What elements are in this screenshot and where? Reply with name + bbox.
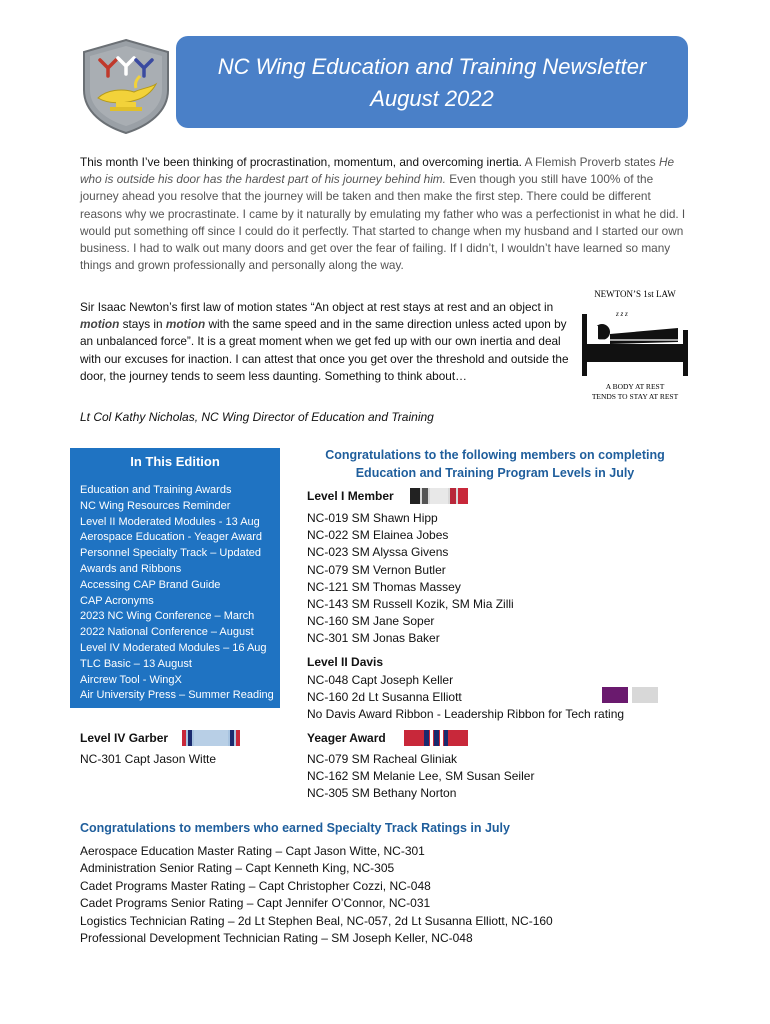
level-1-ribbon bbox=[410, 488, 468, 504]
edition-item[interactable]: Level IV Moderated Modules – 16 Aug bbox=[80, 641, 267, 654]
edition-item[interactable]: Aircrew Tool - WingX bbox=[80, 673, 182, 686]
list-item: NC-023 SM Alyssa Givens bbox=[307, 545, 449, 560]
newsletter-title-banner bbox=[176, 36, 688, 128]
level-4-heading: Level IV Garber bbox=[80, 731, 169, 745]
edition-item[interactable]: NC Wing Resources Reminder bbox=[80, 499, 231, 512]
in-this-edition-sidebar bbox=[70, 448, 280, 708]
list-item: NC-121 SM Thomas Massey bbox=[307, 579, 461, 594]
program-levels-heading: Congratulations to the following members on completing Education and Training Program Levels in July bbox=[325, 448, 665, 480]
level-1-member-list bbox=[307, 510, 514, 648]
list-item: NC-301 SM Jonas Baker bbox=[307, 631, 440, 646]
edition-item[interactable]: Awards and Ribbons bbox=[80, 562, 182, 575]
level-1-heading: Level I Member bbox=[307, 489, 394, 503]
specialty-track-list bbox=[80, 843, 553, 947]
intro-sentence-1: This month I’ve been thinking of procrastination, momentum, and overcoming inertia. bbox=[80, 155, 522, 169]
list-item: NC-048 Capt Joseph Keller bbox=[307, 673, 454, 687]
level-2-member-list bbox=[307, 672, 624, 724]
level-4-ribbon bbox=[182, 730, 240, 746]
yeager-award-ribbon bbox=[404, 730, 468, 746]
level-2-heading: Level II Davis bbox=[307, 655, 384, 669]
motion-emphasis-1: motion bbox=[80, 317, 120, 332]
list-item: NC-143 SM Russell Kozik, SM Mia Zilli bbox=[307, 597, 514, 612]
newton-paragraph bbox=[80, 299, 570, 385]
intro-sentence-2: A Flemish Proverb states bbox=[521, 155, 659, 169]
list-item: Cadet Programs Senior Rating – Capt Jennifer O’Connor, NC-031 bbox=[80, 896, 431, 911]
level-4-member-list bbox=[80, 751, 216, 768]
flemish-proverb: He who is outside his door has the hardest part of his journey behind him. bbox=[80, 155, 675, 187]
list-item: No Davis Award Ribbon - Leadership Ribbon for Tech rating bbox=[307, 707, 625, 722]
list-item: NC-160 SM Jane Soper bbox=[307, 614, 435, 629]
figure-caption-line1: A BODY AT REST bbox=[605, 382, 665, 391]
list-item: NC-162 SM Melanie Lee, SM Susan Seiler bbox=[307, 769, 535, 784]
list-item: Cadet Programs Master Rating – Capt Christopher Cozzi, NC-048 bbox=[80, 878, 431, 893]
specialty-track-heading: Congratulations to members who earned Specialty Track Ratings in July bbox=[80, 821, 510, 835]
list-item: NC-301 Capt Jason Witte bbox=[80, 752, 217, 766]
list-item: NC-160 2d Lt Susanna Elliott bbox=[307, 690, 462, 705]
motion-emphasis-2: motion bbox=[165, 317, 206, 332]
newtons-first-law-illustration bbox=[580, 286, 690, 404]
edition-item[interactable]: Level II Moderated Modules - 13 Aug bbox=[80, 515, 260, 528]
svg-text:z z z: z z z bbox=[616, 310, 628, 318]
edition-item[interactable]: Air University Press – Summer Reading bbox=[80, 689, 274, 702]
list-item: Administration Senior Rating – Capt Kenneth King, NC-305 bbox=[80, 861, 395, 876]
list-item: NC-022 SM Elainea Jobes bbox=[307, 528, 449, 543]
sidebar-title: In This Edition bbox=[130, 454, 220, 469]
yeager-award-member-list bbox=[307, 751, 534, 803]
intro-paragraph bbox=[80, 154, 690, 274]
leadership-ribbon bbox=[602, 687, 658, 703]
list-item: NC-305 SM Bethany Norton bbox=[307, 786, 457, 801]
edition-item[interactable]: CAP Acronyms bbox=[80, 594, 154, 607]
edition-item[interactable]: 2022 National Conference – August bbox=[80, 626, 254, 639]
intro-sentence-3: Even though you still have 100% of the journey ahead you resolve that the journey will be taken and then make the first step. There could be different reasons why we procrastinate. I came by it naturally by emulating my father who was a perfectionist in what he did. I would put something off since I could do it perfectly. That started to change when my husband and I started our own business. I had to walk out many doors and get over the fear of failing. If I didn’t, I wouldn’t have learned so many things and grown professionally and personally along the way. bbox=[80, 172, 686, 273]
list-item: NC-079 SM Racheal Gliniak bbox=[307, 752, 458, 766]
cap-education-shield-logo bbox=[78, 38, 174, 134]
newsletter-title: NC Wing Education and Training Newsletter bbox=[217, 54, 647, 79]
newsletter-date: August 2022 bbox=[370, 86, 494, 111]
figure-caption-line2: TENDS TO STAY AT REST bbox=[591, 392, 679, 401]
edition-item[interactable]: Accessing CAP Brand Guide bbox=[80, 578, 221, 591]
list-item: Professional Development Technician Rating – SM Joseph Keller, NC-048 bbox=[80, 931, 473, 946]
edition-contents-list bbox=[80, 483, 274, 704]
edition-item[interactable]: Education and Training Awards bbox=[80, 484, 232, 496]
newton-text-1: Sir Isaac Newton’s first law of motion states “An object at rest stays at rest and an object in bbox=[80, 300, 554, 314]
list-item: NC-019 SM Shawn Hipp bbox=[307, 511, 438, 525]
author-signature: Lt Col Kathy Nicholas, NC Wing Director of Education and Training bbox=[80, 410, 434, 424]
list-item: NC-079 SM Vernon Butler bbox=[307, 562, 446, 577]
list-item: Logistics Technician Rating – 2d Lt Stephen Beal, NC-057, 2d Lt Susanna Elliott, NC-160 bbox=[80, 913, 553, 928]
newton-text-2: stays in bbox=[119, 317, 166, 332]
edition-item[interactable]: Aerospace Education - Yeager Award bbox=[80, 531, 263, 544]
edition-item[interactable]: TLC Basic – 13 August bbox=[80, 657, 192, 670]
figure-title: NEWTON’S 1st LAW bbox=[594, 289, 676, 299]
edition-item[interactable]: 2023 NC Wing Conference – March bbox=[80, 610, 255, 623]
edition-item[interactable]: Personnel Specialty Track – Updated bbox=[80, 547, 261, 560]
yeager-award-heading: Yeager Award bbox=[307, 731, 386, 745]
list-item: Aerospace Education Master Rating – Capt Jason Witte, NC-301 bbox=[80, 844, 425, 858]
newton-text-3: with the same speed and in the same direction unless acted upon by an unbalanced force”. It is a great moment when we get fed up with our own inertia and deal with our excuses for inaction. I can attest that once you get over the threshold and outside the door, the journey tends to seem less daunting. Something to think about… bbox=[80, 317, 569, 383]
